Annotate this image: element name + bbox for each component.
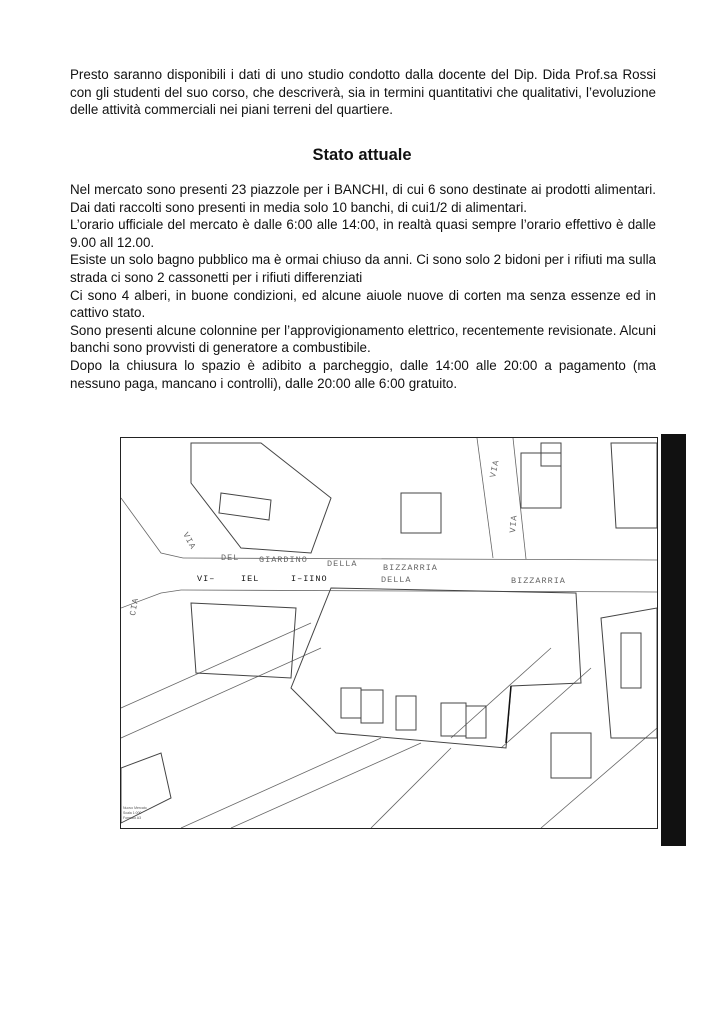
building-right-large — [601, 608, 657, 738]
market-block — [291, 588, 581, 748]
map-legend — [123, 806, 147, 820]
section-title: Stato attuale — [312, 146, 412, 164]
label-via-top: VIA — [488, 458, 502, 479]
building-top-left-wing — [219, 493, 271, 520]
status-line-bagno: Esiste un solo bagno pubblico ma è ormai chiuso da anni. Ci sono solo 2 bidoni per i rifiuti ma sulla strada ci sono 2 cassonetti per i rifiuti differenziati — [70, 252, 656, 285]
street-right-left — [477, 438, 493, 558]
street-edge-lower — [181, 590, 657, 592]
building-top-middle — [401, 493, 441, 533]
legend-line-3: Formato A3 — [123, 816, 142, 820]
label-bizzarria-2: BIZZARRIA — [511, 576, 566, 586]
building-right-inner — [621, 633, 641, 688]
status-line-colonnine: Sono presenti alcune colonnine per l’approvigionamento elettrico, recentemente revisionate. Alcuni banchi sono provvisti di generatore a combustibile. — [70, 322, 656, 356]
street-edge-upper — [183, 558, 657, 560]
status-line-alberi: Ci sono 4 alberi, in buone condizioni, ed alcune aiuole nuove di corten ma senza essenze ed in cattivo stato. — [70, 287, 656, 321]
label-della-1: DELLA — [327, 559, 358, 569]
label-dark-2: IEL — [241, 574, 260, 584]
street-labels — [128, 459, 566, 617]
street-lower-c — [181, 738, 381, 828]
site-map — [120, 437, 658, 829]
street-lower-f — [501, 668, 591, 748]
market-divider — [506, 686, 511, 743]
label-del: DEL — [221, 553, 240, 563]
street-diag-upper — [121, 498, 183, 558]
label-bizzarria-1: BIZZARRIA — [383, 563, 438, 573]
house-2 — [361, 690, 383, 723]
building-right-small — [551, 733, 591, 778]
label-dark-1: VI– — [197, 574, 216, 584]
status-line-parcheggio: Dopo la chiusura lo spazio è adibito a parcheggio, dalle 14:00 alle 20:00 a pagamento (ma nessuno paga, mancano i controlli), dalle 20:00 alle 6:00 gratuito. — [70, 357, 656, 391]
street-right-right — [513, 438, 526, 559]
legend-line-1: Nuovo Mercato — [123, 806, 147, 810]
status-paragraph — [70, 181, 656, 392]
label-della-2: DELLA — [381, 575, 412, 585]
label-dark-3: I–IINO — [291, 574, 328, 584]
side-bar — [661, 434, 686, 846]
label-via-left: VIA — [180, 530, 198, 552]
intro-paragraph: Presto saranno disponibili i dati di uno studio condotto dalla docente del Dip. Dida Prof.sa Rossi con gli studenti del suo corso, che descriverà, sia in termini quantitativi che qualitativi, l’evoluzione delle attività commerciali nei piani terreni del quartiere. — [70, 67, 656, 118]
house-1 — [341, 688, 361, 718]
buildings — [121, 443, 657, 823]
building-top-far-right — [611, 443, 657, 528]
status-line-banchi: Nel mercato sono presenti 23 piazzole per i BANCHI, di cui 6 sono destinate ai prodotti alimentari. Dai dati raccolti sono presenti in media solo 10 banchi, di cui1/2 di alimentari. — [70, 182, 656, 215]
street-lower-d — [231, 743, 421, 828]
house-3 — [396, 696, 416, 730]
site-map-drawing — [121, 438, 657, 828]
label-via-right: VIA — [508, 514, 520, 534]
legend-line-2: Scala 1:000 — [123, 811, 142, 815]
street-lower-b — [121, 648, 321, 738]
house-4 — [441, 703, 466, 736]
label-edge: CIA — [128, 596, 142, 617]
building-top-left — [191, 443, 331, 553]
status-line-orario: L’orario ufficiale del mercato è dalle 6:00 alle 14:00, in realtà quasi sempre l’orario effettivo è dalle 9.00 all 12.00. — [70, 217, 656, 250]
building-top-right-small — [541, 443, 561, 466]
label-giardino: GIARDINO — [259, 555, 308, 565]
